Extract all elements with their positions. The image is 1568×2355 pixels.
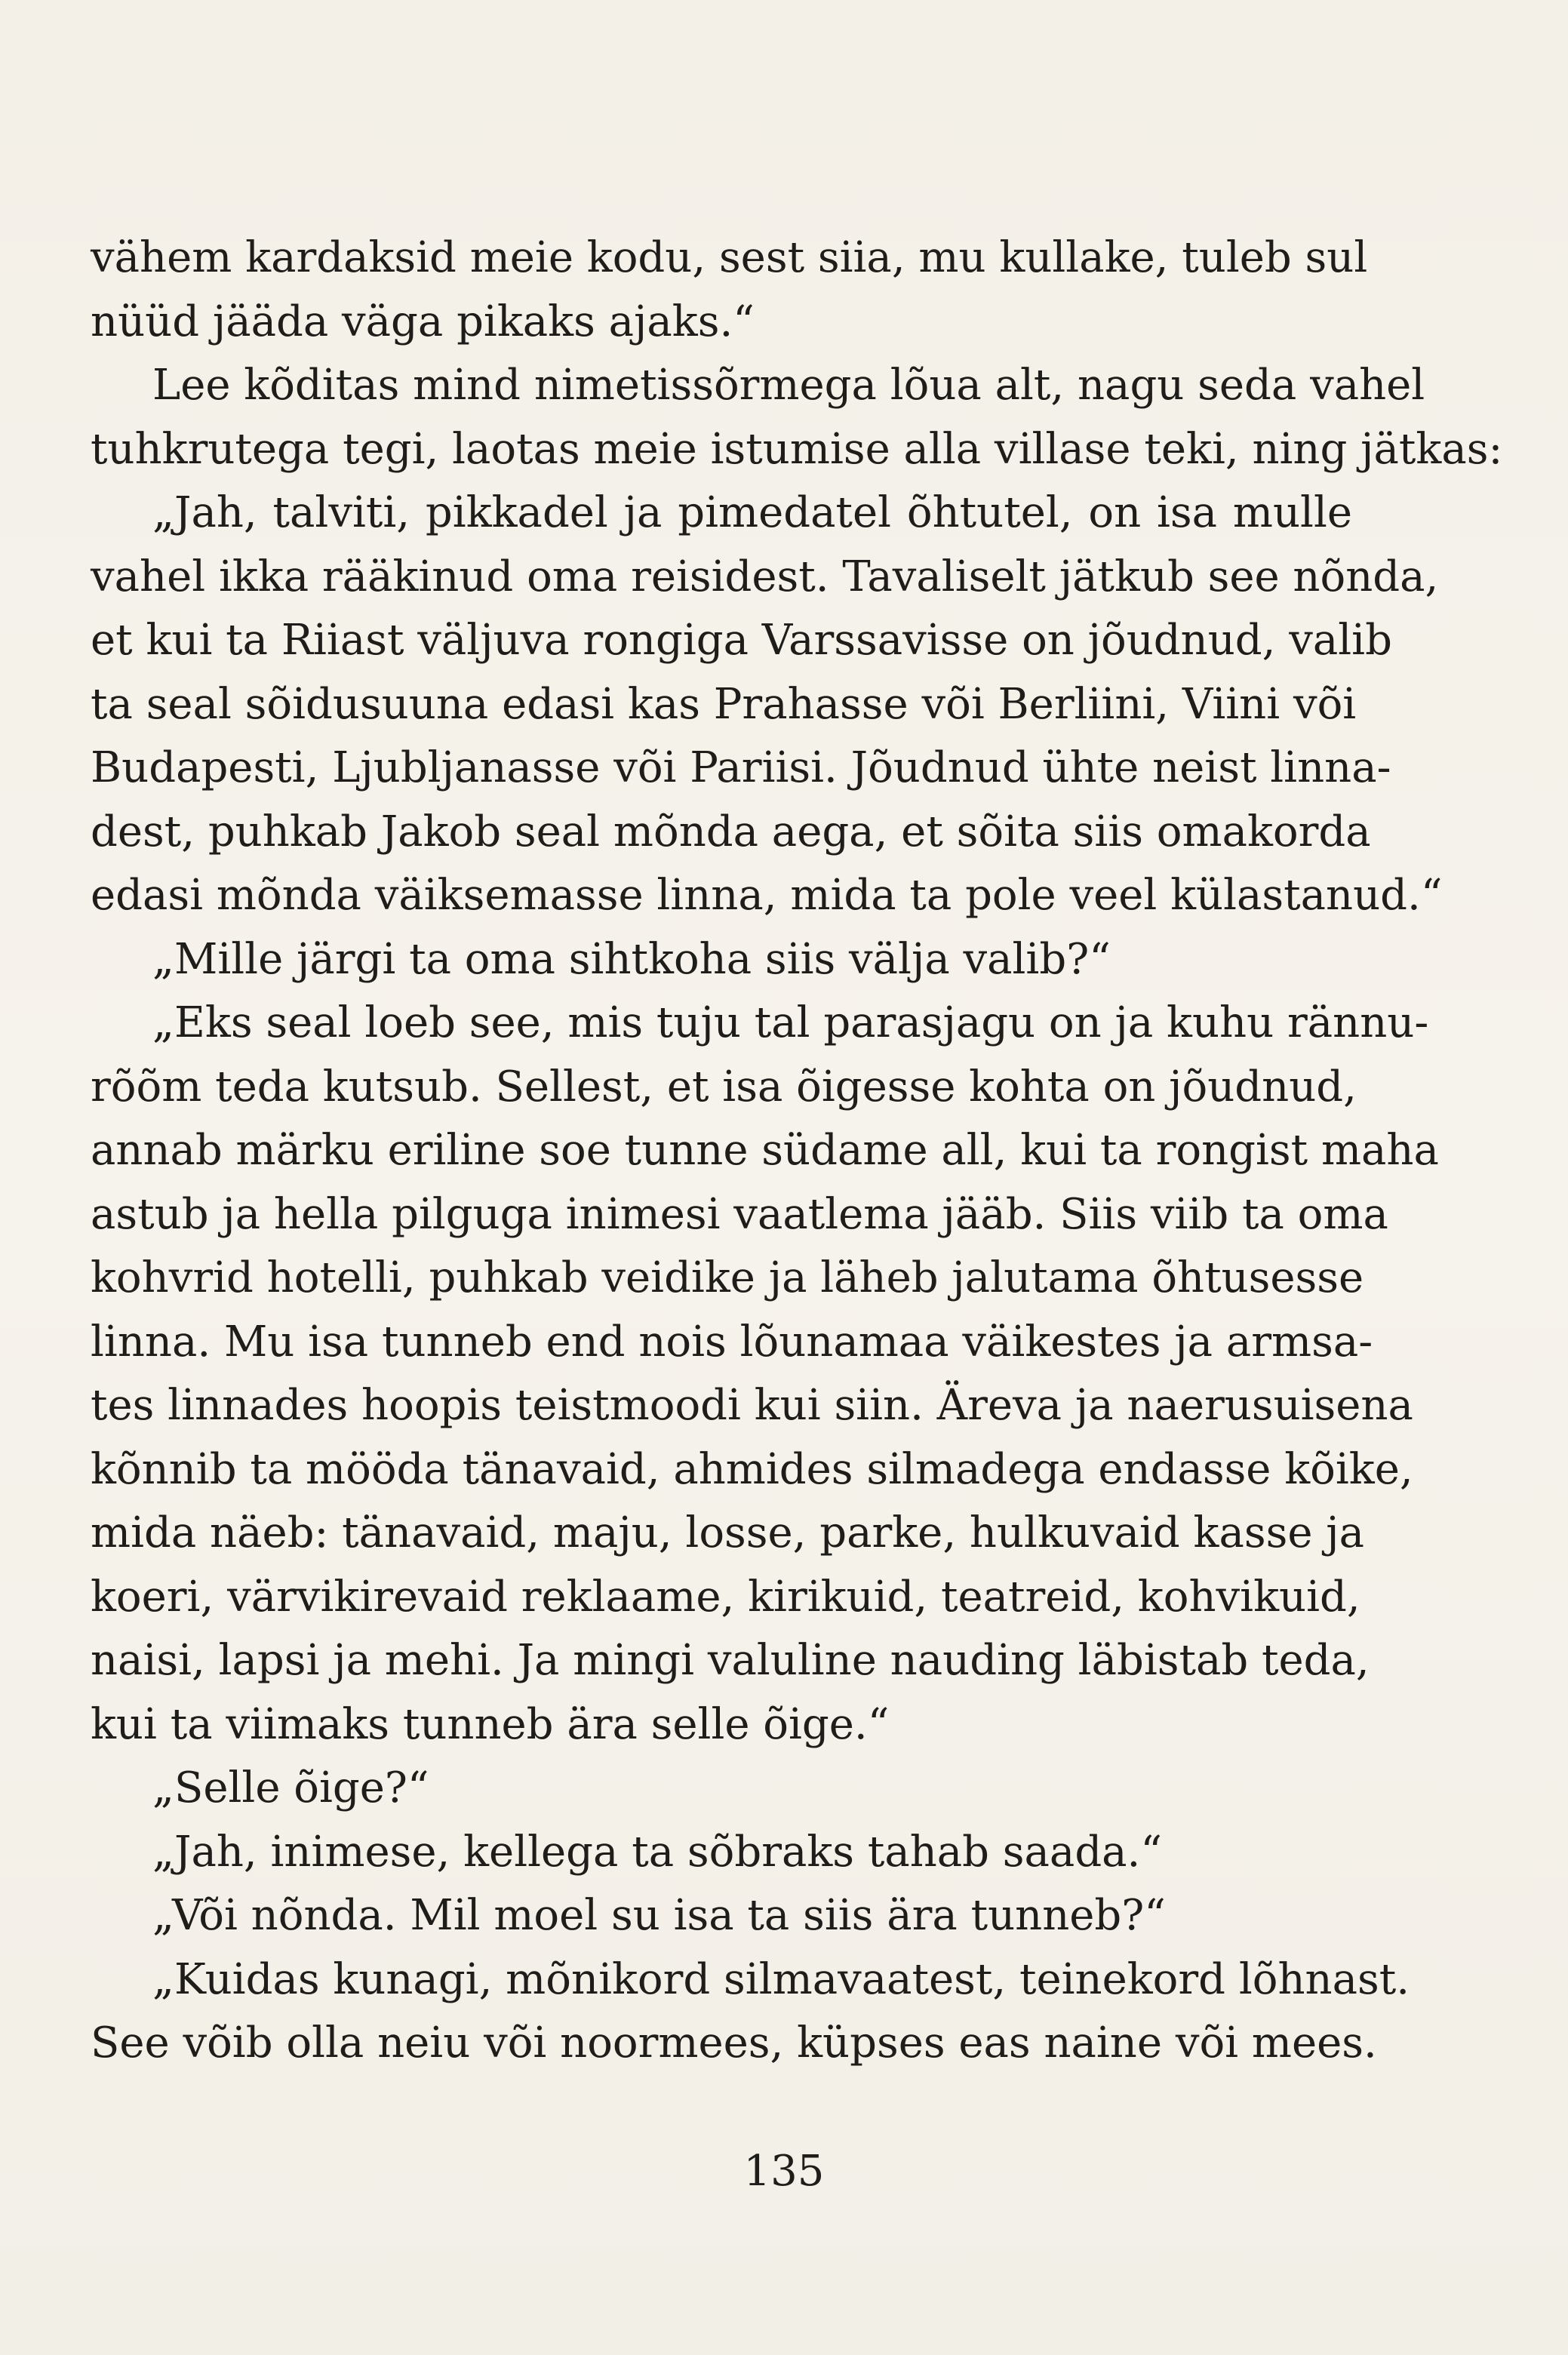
text-line-21: mida näeb: tänavaid, maju, losse, parke, hulkuvaid kasse ja bbox=[91, 1508, 1365, 1557]
text-line-26: „Jah, inimese, kellega ta sõbraks tahab saada.“ bbox=[152, 1827, 1162, 1877]
text-line-6: vahel ikka rääkinud oma reisidest. Tavaliselt jätkub see nõnda, bbox=[91, 552, 1439, 601]
text-line-16: astub ja hella pilguga inimesi vaatlema jääb. Siis viib ta oma bbox=[91, 1189, 1388, 1239]
text-line-11: edasi mõnda väiksemasse linna, mida ta pole veel külastanud.“ bbox=[91, 871, 1443, 920]
text-line-29: See võib olla neiu või noormees, küpses eas naine või mees. bbox=[91, 2018, 1377, 2068]
text-line-14: rõõm teda kutsub. Sellest, et isa õigesse kohta on jõudnud, bbox=[91, 1062, 1357, 1111]
text-line-1: vähem kardaksid meie kodu, sest siia, mu kullake, tuleb sul bbox=[91, 233, 1368, 282]
text-line-4: tuhkrutega tegi, laotas meie istumise alla villase teki, ning jätkas: bbox=[91, 424, 1503, 474]
text-line-13: „Eks seal loeb see, mis tuju tal parasjagu on ja kuhu rännu- bbox=[152, 998, 1429, 1047]
text-line-3: Lee kõditas mind nimetissõrmega lõua alt, nagu seda vahel bbox=[152, 361, 1425, 410]
text-line-28: „Kuidas kunagi, mõnikord silmavaatest, teinekord lõhnast. bbox=[152, 1954, 1410, 2004]
text-line-8: ta seal sõidusuuna edasi kas Prahasse või Berliini, Viini või bbox=[91, 679, 1357, 729]
text-line-5: „Jah, talviti, pikkadel ja pimedatel õhtutel, on isa mulle bbox=[152, 488, 1352, 537]
text-line-22: koeri, värvikirevaid reklaame, kirikuid, teatreid, kohvikuid, bbox=[91, 1572, 1360, 1622]
text-line-23: naisi, lapsi ja mehi. Ja mingi valuline nauding läbistab teda, bbox=[91, 1636, 1370, 1685]
text-line-10: dest, puhkab Jakob seal mõnda aega, et sõita siis omakorda bbox=[91, 807, 1371, 856]
text-line-25: „Selle õige?“ bbox=[152, 1763, 429, 1812]
text-line-19: tes linnades hoopis teistmoodi kui siin. Äreva ja naerusuisena bbox=[91, 1381, 1413, 1430]
text-line-9: Budapesti, Ljubljanasse või Pariisi. Jõudnud ühte neist linna- bbox=[91, 743, 1391, 792]
text-line-7: et kui ta Riiast väljuva rongiga Varssavisse on jõudnud, valib bbox=[91, 616, 1392, 665]
text-line-24: kui ta viimaks tunneb ära selle õige.“ bbox=[91, 1699, 890, 1749]
text-line-20: kõnnib ta mööda tänavaid, ahmides silmadega endasse kõike, bbox=[91, 1444, 1413, 1494]
text-line-12: „Mille järgi ta oma sihtkoha siis välja valib?“ bbox=[152, 934, 1111, 984]
body-text bbox=[91, 226, 1503, 2076]
text-line-17: kohvrid hotelli, puhkab veidike ja läheb jalutama õhtusesse bbox=[91, 1253, 1364, 1302]
text-line-15: annab märku eriline soe tunne südame all, kui ta rongist maha bbox=[91, 1126, 1439, 1175]
text-line-2: nüüd jääda väga pikaks ajaks.“ bbox=[91, 297, 755, 346]
page-number: 135 bbox=[743, 2147, 825, 2196]
text-line-18: linna. Mu isa tunneb end nois lõunamaa väikestes ja armsa- bbox=[91, 1317, 1373, 1367]
text-line-27: „Või nõnda. Mil moel su isa ta siis ära tunneb?“ bbox=[152, 1891, 1166, 1940]
